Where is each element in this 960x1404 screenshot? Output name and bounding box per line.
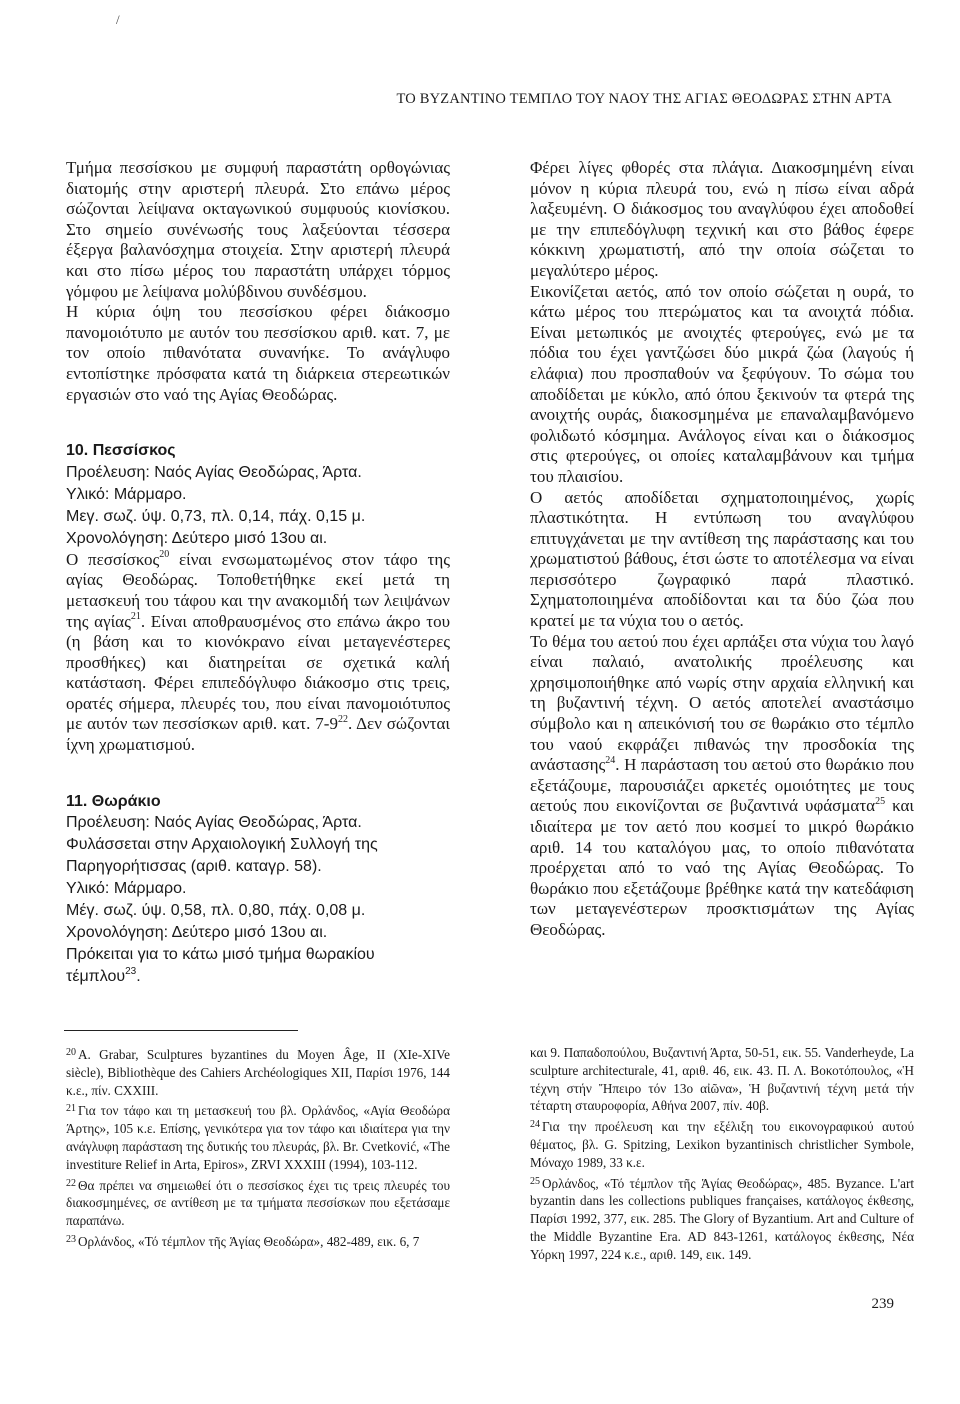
footnote-number: 22 (66, 1177, 76, 1189)
text-run: . (136, 968, 141, 986)
dimensions-line: Μεγ. σωζ. ύψ. 0,73, πλ. 0,14, πάχ. 0,15 μ. (66, 507, 366, 525)
text-run: Πρόκειται για το κάτω μισό τμήμα θωρακίου τέμπλου (66, 946, 375, 986)
dating-line: Χρονολόγηση: Δεύτερο μισό 13ου αι. (66, 924, 328, 942)
spacer (66, 405, 450, 421)
text-run: Το θέμα του αετού που έχει αρπάξει στα νύχια του λαγό είναι παλαιό, ανατολικής προέλευσης και χρησιμοποιήθηκε από νωρίς στην αρχαία ελληνική και τη βυζαντινή τέχνη. Ο αετός αποτελεί αναστάσιμο σύμβολο και η απεικόνισή του σε θωράκιο στο τέμπλο του ναού εκφράζει πιθανώς την προσδοκία της ανάστασης (530, 631, 914, 775)
footnote-ref[interactable]: 23 (125, 965, 137, 977)
entry-metadata (66, 462, 450, 550)
left-column (66, 158, 450, 988)
text-run: . Η παράσταση του αετού στο θωράκιο που εξετάζουμε, παρουσιάζει αρκετές ομοιότητες με τους αετούς που εικονίζονται σε βυζαντινά υφάσματα (530, 755, 914, 816)
footnote-ref[interactable]: 24 (605, 754, 616, 766)
footnote (530, 1116, 914, 1171)
body-paragraph: Τμήμα πεσσίσκου με συμφυή παραστάτη ορθογώνιας διατομής στην αριστερή πλευρά. Στο επάνω μέρος σώζονται λείψανα οκταγωνικού συμφυούς κιονίσκου. Στο σημείο συνένωσής τους λαξεύονται τέσσερα έξεργα βαλανόσχημα στοιχεία. Στην αριστερή πλευρά και στο πίσω μέρος του παραστάτη υπάρχει τόρμος γόμφου με λείψανα μολύβδινου συνδέσμου. (66, 158, 450, 301)
footnote (66, 1231, 450, 1251)
page-number: 239 (871, 1296, 894, 1312)
body-paragraph: Η κύρια όψη του πεσσίσκου φέρει διάκοσμο πανομοιότυπο με αυτόν του πεσσίσκου αριθ. κατ. 7, με τον οποίο πιθανότατα συνανήκε. Το ανάγλυφο εντοπίστηκε πρόσφατα κατά τη διάρκεια στερεωτικών εργασιών στο ναό της Αγίας Θεοδώρας. (66, 302, 450, 404)
body-paragraph: Φέρει λίγες φθορές στα πλάγια. Διακοσμημένη είναι μόνον η κύρια πλευρά του, ενώ η πίσω είναι αδρά λαξευμένη. Ο διάκοσμος του αναγλύφου έχει αποδοθεί με την επιπεδόγλυφη τεχνική και στο βάθος έφερε κόκκινη χρωματιστή, από την οποία σώζεται το μεγαλύτερο μέρος. (530, 158, 914, 280)
footnotes-right (530, 1044, 914, 1265)
text-run: . Δεν σώζονται ίχνη χρωματισμού. (66, 714, 450, 755)
footnote (530, 1173, 914, 1264)
footnote-number: 25 (530, 1175, 540, 1187)
body-paragraph (66, 550, 450, 756)
footnote-number: 21 (66, 1103, 76, 1115)
footnote-text: Για την προέλευση και την εξέλιξη του εικονογραφικού αυτού θέματος, βλ. G. Spitzing, Lexikon byzantinisch christlicher Symbole, Μόναχο 1989, 33 κ.ε. (530, 1119, 914, 1170)
text-run: και ιδιαίτερα με τον αετό που κοσμεί το μικρό θωράκιο αριθ. 14 του καταλόγου μας, το οποίο πιθανότατα προέρχεται από το ναό της Αγίας Θεοδώρας. Το θωράκιο που εξετάζουμε βρέθηκε κατά την κατεδάφιση των μεταγενέστερων προσκτισμάτων της Αγίας Θεοδώρας. (530, 796, 914, 939)
spacer (66, 756, 450, 772)
footnote-number: 20 (66, 1047, 76, 1058)
footnote (66, 1175, 450, 1230)
footnote-ref[interactable]: 21 (130, 610, 141, 622)
corner-mark: / (116, 12, 120, 27)
text-run: Ο πεσσίσκος (66, 549, 160, 569)
footnote-rule (64, 1030, 298, 1031)
body-paragraph (530, 632, 914, 941)
text-run: είναι ενσωματωμένος στον τάφο της αγίας Θεοδώρας. Τοποθετήθηκε εκεί μετά τη μετασκευή του τάφου και την ανακομιδή των λειψάνων της αγίας (66, 549, 450, 631)
right-column (530, 158, 914, 941)
dimensions-line: Μέγ. σωζ. ύψ. 0,58, πλ. 0,80, πάχ. 0,08 μ. (66, 902, 366, 920)
footnotes-left (66, 1044, 450, 1252)
footnote-text: Ορλάνδος, «Τό τέμπλον τῆς Ἁγίας Θεοδώρα», 482-489, εικ. 6, 7 (78, 1233, 420, 1249)
text-run: . Είναι αποθραυσμένος στο επάνω άκρο του (η βάση και το κιονόκρανο είναι μεταγενέστερες προσθήκες) και διατηρείται σε σχετικά καλή κατάσταση. Φέρει επιπεδόγλυφο διάκοσμο στις τρεις, ορατές σήμερα, πλευρές του, που είναι πανομοιότυπος με αυτόν των πεσσίσκων αριθ. κατ. 7-9 (66, 611, 450, 734)
footnote-text: Για τον τάφο και τη μετασκευή του βλ. Ορλάνδος, «Αγία Θεοδώρα Άρτης», 105 κ.ε. Επίσης, γενικότερα για τον τάφο και ιδιαίτερα για την ανάγλυφη παράσταση της δυτικής του πλευράς, βλ. Br. Cvetković, «The investiture Relief in Arta, Epiros», ZRVI XXXIII (1994), 103-112. (66, 1103, 450, 1172)
footnote-text: Ορλάνδος, «Τό τέμπλον τῆς Ἁγίας Θεοδώρας», 485. Byzance. L'art byzantin dans les collections publiques françaises, κατάλογος έκθεσης, Παρίσι 1992, 377, εικ. 285. The Glory of Byzantium. Art and Culture of the Middle Byzantine Era. AD 843-1261, κατάλογος έκθεσης, Νέα Υόρκη 1997, 224 κ.ε., αριθ. 149, εικ. 149. (530, 1175, 914, 1262)
body-paragraph: Εικονίζεται αετός, από τον οποίο σώζεται η ουρά, το κάτω μέρος του πτερώματος και τα ανοιχτά πόδια. Είναι μετωπικός με ανοιχτές φτερούγες, ενώ με τα πόδια του έχει γαντζώσει δύο μικρά ζώα (λαγούς ή ελάφια) που προσπαθούν να ξεφύγουν. Το σώμα του αποδίδεται με κύκλο, από όπου ξεκινούν τα φτερά της ανοιχτής ουράς, διακοσμημένα με επαναλαμβανόμενο φολιδωτό κόσμημα. Ανάλογος είναι και ο διάκοσμος στις φτερούγες, οι οποίες καταλαμβάνουν και τμήμα του πλαισίου. (530, 281, 914, 486)
footnote (66, 1100, 450, 1173)
running-header: ΤΟ ΒΥΖΑΝΤΙΝΟ ΤΕΜΠΛΟ ΤΟΥ ΝΑΟΥ ΤΗΣ ΑΓΙΑΣ ΘΕΟΔΩΡΑΣ ΣΤΗΝ ΑΡΤΑ (396, 91, 892, 107)
footnote-text: A. Grabar, Sculptures byzantines du Moyen Âge, II (XIe-XIVe siècle), Bibliothèque des Cahiers Archéologiques XII, Παρίσι 1976, 144 κ.ε., πίν. CXXIII. (66, 1047, 450, 1098)
entry-heading: 10. Πεσσίσκος (66, 442, 176, 460)
footnote (66, 1044, 450, 1099)
footnote-text: και 9. Παπαδοπούλου, Βυζαντινή Άρτα, 50-51, εικ. 55. Vanderheyde, La sculpture architecturale, 41, αριθ. 46, εικ. 43. Π. Λ. Βοκοτόπουλος, «Ἡ τέχνη στήν Ἤπειρο τόν 13ο αἰῶνα», Ἡ βυζαντινή τέχνη μετά τήν τέταρτη σταυροφορία, Αθήνα 2007, πίν. 40β. (530, 1045, 914, 1114)
material-line: Υλικό: Μάρμαρο. (66, 485, 187, 503)
material-line: Υλικό: Μάρμαρο. (66, 880, 187, 898)
footnote-ref[interactable]: 20 (159, 549, 170, 561)
footnote-continuation (530, 1044, 914, 1115)
body-paragraph: Ο αετός αποδίδεται σχηματοποιημένος, χωρίς πλαστικότητα. Η εντύπωση του αναγλύφου επιτυγχάνεται με την αντίθεση της παράστασης και του χρωματιστού βάθους, έτσι ώστε το αποτέλεσμα να είναι περισσότερο ζωγραφικό παρά πλαστικό. Σχηματοποιημένα αποδίδονται και τα δύο ζώα που κρατεί με τα νύχια του ο αετός. (530, 487, 914, 631)
footnote-ref[interactable]: 22 (337, 713, 348, 725)
footnote-text: Θα πρέπει να σημειωθεί ότι ο πεσσίσκος έχει τις τρεις πλευρές του διακοσμημένες, σε αντίθεση με τα τμήματα πεσσίσκων που εξετάσαμε παραπάνω. (66, 1177, 450, 1229)
dating-line: Χρονολόγηση: Δεύτερο μισό 13ου αι. (66, 529, 328, 547)
entry-heading: 11. Θωράκιο (66, 792, 161, 810)
footnote-number: 23 (66, 1233, 76, 1245)
footnote-number: 24 (530, 1119, 540, 1131)
provenance-line: Προέλευση: Ναός Αγίας Θεοδώρας, Άρτα. (66, 463, 362, 481)
description-line (66, 944, 450, 988)
entry-metadata (66, 812, 450, 988)
provenance-line: Προέλευση: Ναός Αγίας Θεοδώρας, Άρτα. Φυλάσσεται στην Αρχαιολογική Συλλογή της Παρηγορήτισσας (αριθ. καταγρ. 58). (66, 814, 378, 876)
footnote-ref[interactable]: 25 (875, 795, 886, 807)
